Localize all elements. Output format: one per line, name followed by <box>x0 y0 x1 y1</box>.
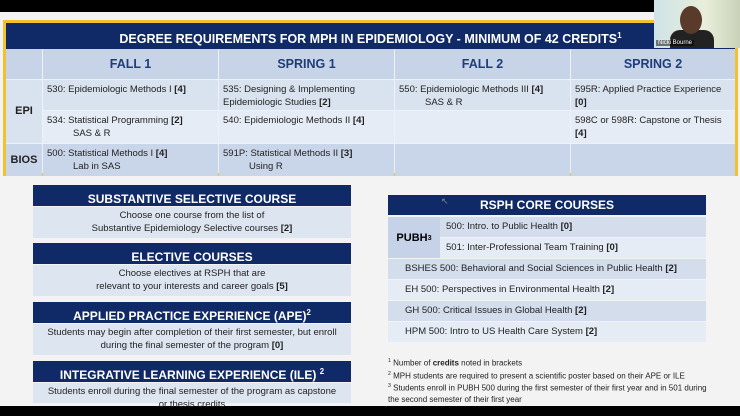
core-title: RSPH CORE COURSES <box>388 195 706 215</box>
requirement-title <box>33 302 351 323</box>
course-cell <box>219 80 394 110</box>
requirement-title-text: INTEGRATIVE LEARNING EXPERIENCE (ILE) <box>59 368 320 382</box>
requirement-body <box>33 383 351 410</box>
mouse-cursor-icon: ↖ <box>441 196 449 206</box>
course-note: SAS & R <box>73 128 111 139</box>
credits: [4] <box>531 84 544 95</box>
semester-grid <box>6 49 735 173</box>
requirement-title-text: SUBSTANTIVE SELECTIVE COURSE <box>87 192 297 206</box>
course-cell <box>571 144 735 176</box>
footnote-text: Students enroll in PUBH 500 during the first semester of their first year and in 501 during the second semester of their first year <box>388 383 707 404</box>
core-course-row <box>388 259 706 279</box>
requirement-text: during the final semester of the program <box>100 340 272 351</box>
pubh-label <box>388 217 440 258</box>
course-cell <box>571 111 735 143</box>
column-header: FALL 2 <box>395 49 570 79</box>
core-course-name: 501: Inter-Professional Team Training <box>446 242 607 253</box>
column-header: SPRING 2 <box>571 49 735 79</box>
requirement-box <box>33 185 351 238</box>
presentation-slide <box>0 12 740 410</box>
footnote <box>388 381 718 405</box>
pubh-sup: 3 <box>427 233 432 242</box>
column-header: FALL 1 <box>43 49 218 79</box>
course-cell <box>43 144 218 176</box>
course-note: SAS & R <box>425 97 463 108</box>
credits: [4] <box>575 128 587 139</box>
credits: [4] <box>174 84 186 95</box>
pubh-group <box>388 217 706 258</box>
credits: [0] <box>271 340 284 351</box>
course-cell <box>395 144 570 176</box>
footnote-bold: credits <box>432 358 459 368</box>
core-course-row <box>388 322 706 342</box>
credits: [4] <box>155 148 168 159</box>
course-name: 540: Epidemiologic Methods II <box>223 115 353 126</box>
core-course-row <box>440 238 706 258</box>
requirement-box <box>33 302 351 355</box>
requirement-title <box>33 185 351 206</box>
course-cell <box>395 111 570 143</box>
core-course-name: HPM 500: Intro to US Health Care System <box>405 326 586 337</box>
credits: [3] <box>340 148 353 159</box>
rsph-core-courses <box>388 195 706 342</box>
credits: [2] <box>575 305 587 316</box>
requirement-line <box>37 339 347 352</box>
requirement-title <box>33 361 351 382</box>
footnotes <box>388 356 718 405</box>
core-course-name: BSHES 500: Behavioral and Social Sciences in Public Health <box>405 263 666 274</box>
credits: [4] <box>352 115 365 126</box>
course-note: Using R <box>249 161 283 172</box>
course-name: 550: Epidemiologic Methods III <box>399 84 532 95</box>
title-text: DEGREE REQUIREMENTS FOR MPH IN EPIDEMIOLOGY - MINIMUM OF 42 CREDITS <box>119 32 618 47</box>
table-title <box>6 23 735 49</box>
core-course-name: EH 500: Perspectives in Environmental Health <box>405 284 603 295</box>
requirement-title-text: ELECTIVE COURSES <box>131 250 253 264</box>
corner-cell <box>6 49 42 79</box>
footnote <box>388 356 718 369</box>
course-note: Lab in SAS <box>73 161 121 172</box>
presenter-name: Nicki Bourne <box>658 40 693 46</box>
requirement-sup: 2 <box>306 308 311 317</box>
credits: [2] <box>665 263 677 274</box>
degree-requirements-table <box>3 20 738 176</box>
footnote-text: Number of <box>390 358 433 368</box>
requirement-text: Substantive Epidemiology Selective courses <box>91 223 281 234</box>
requirement-sup: 2 <box>319 367 325 376</box>
footnote-number: 2 <box>388 370 391 377</box>
footnote <box>388 369 718 382</box>
footnote-number: 3 <box>388 383 391 390</box>
requirement-box <box>33 243 351 296</box>
core-course-row <box>388 301 706 321</box>
requirement-line <box>37 280 347 293</box>
core-course-row <box>388 280 706 300</box>
credits: [0] <box>560 221 573 232</box>
webcam-thumbnail[interactable] <box>654 0 740 48</box>
requirement-title <box>33 243 351 264</box>
requirement-box <box>33 361 351 410</box>
course-cell <box>571 80 735 110</box>
row-label-bios: BIOS <box>6 144 42 176</box>
pubh-text: PUBH <box>396 231 428 244</box>
requirement-body <box>33 324 351 355</box>
course-cell <box>43 111 218 143</box>
requirement-line: Students enroll during the final semester of the program as capstone <box>47 386 337 397</box>
course-name: 530: Epidemiologic Methods I <box>47 84 175 95</box>
credits: [0] <box>575 97 587 108</box>
course-name: 598C or 598R: Capstone or Thesis <box>575 115 722 126</box>
course-name: 535: Designing & Implementing Epidemiologic Studies <box>223 84 356 108</box>
credits: [0] <box>606 242 618 253</box>
requirement-body <box>33 207 351 238</box>
credits: [2] <box>585 326 598 337</box>
requirement-line <box>37 398 347 411</box>
core-course-name: GH 500: Critical Issues in Global Health <box>405 305 576 316</box>
credits: [2] <box>602 284 615 295</box>
course-cell <box>395 80 570 110</box>
credits: [2] <box>280 223 293 234</box>
course-name: 595R: Applied Practice Experience <box>575 84 722 95</box>
credits: [5] <box>276 281 288 292</box>
core-course-name: 500: Intro. to Public Health <box>446 221 561 232</box>
requirement-line: Choose electives at RSPH that are <box>118 268 266 279</box>
requirement-text: or thesis credits <box>158 399 226 410</box>
footnote-text: noted in brackets <box>458 358 523 368</box>
course-cell <box>219 144 394 176</box>
credits: [2] <box>319 97 331 108</box>
footnote-number: 1 <box>388 358 391 364</box>
course-name: 534: Statistical Programming <box>47 115 172 126</box>
course-cell <box>219 111 394 143</box>
course-cell <box>43 80 218 110</box>
row-label-epi: EPI <box>6 80 42 143</box>
requirement-line <box>37 222 347 235</box>
credits: [2] <box>171 115 183 126</box>
requirement-line: Choose one course from the list of <box>119 210 265 221</box>
core-course-row <box>440 217 706 237</box>
presenter-head <box>680 6 702 34</box>
column-header: SPRING 1 <box>219 49 394 79</box>
course-name: 591P: Statistical Methods II <box>223 148 341 159</box>
requirement-line: Students may begin after completion of their first semester, but enroll <box>47 327 337 338</box>
requirement-title-text: APPLIED PRACTICE EXPERIENCE (APE) <box>73 309 307 323</box>
title-sup: 1 <box>617 31 622 40</box>
course-name: 500: Statistical Methods I <box>47 148 156 159</box>
requirement-body <box>33 265 351 296</box>
requirement-text: relevant to your interests and career goals <box>96 281 277 292</box>
footnote-text: MPH students are required to present a scientific poster based on their APE or ILE <box>390 371 685 381</box>
